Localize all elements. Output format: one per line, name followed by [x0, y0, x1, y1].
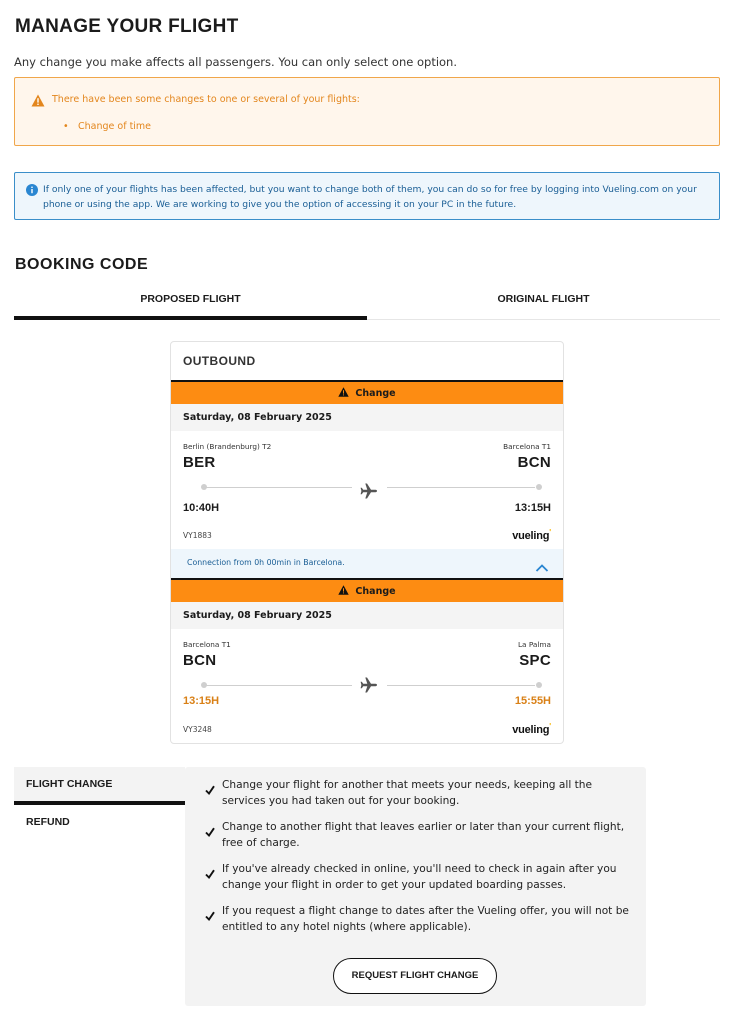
route-dot-end [536, 484, 542, 490]
route-line [204, 685, 352, 686]
vueling-logo: vueling' [512, 722, 551, 736]
request-flight-change-button[interactable]: REQUEST FLIGHT CHANGE [333, 958, 497, 994]
origin-code: BCN [183, 652, 217, 669]
arrival-time: 13:15H [514, 502, 551, 514]
connection-bar[interactable] [171, 549, 563, 579]
page-title: MANAGE YOUR FLIGHT [15, 16, 239, 37]
list-item-text: Change your flight for another that meets your needs, keeping all the services you had taken out for your booking. [222, 779, 593, 807]
tab-flight-change[interactable]: FLIGHT CHANGE [14, 767, 185, 805]
info-text: If only one of your flights has been affected, but you want to change both of them, you can do so for free by logging into Vueling.com on your phone or using the app. We are working to give you the option of accessing it on your PC in the future. [43, 184, 697, 210]
booking-code-title: BOOKING CODE [15, 256, 149, 273]
change-banner [171, 380, 563, 404]
chevron-up-icon[interactable] [535, 558, 549, 577]
origin-airport: Berlin (Brandenburg) T2 [183, 442, 272, 451]
departure-time: 13:15H [183, 695, 220, 707]
list-item-text: If you've already checked in online, you'll need to check in again after you change your flight in order to get your updated boarding passes. [222, 863, 617, 891]
check-icon [205, 822, 215, 841]
warning-bullet: • [63, 121, 69, 132]
flight-number: VY1883 [183, 531, 212, 540]
route-dot-end [536, 682, 542, 688]
route-line [204, 487, 352, 488]
change-label: Change [355, 586, 396, 597]
warning-box [14, 77, 720, 146]
flight-number: VY3248 [183, 725, 212, 734]
origin-code: BER [183, 454, 216, 471]
connection-text: Connection from 0h 00min in Barcelona. [187, 558, 345, 567]
flight-tabs [14, 284, 720, 320]
tab-refund[interactable]: REFUND [26, 816, 70, 828]
change-label: Change [355, 388, 396, 399]
tab-original-flight[interactable]: ORIGINAL FLIGHT [497, 293, 590, 305]
info-box [14, 172, 720, 220]
info-circle-icon [26, 181, 38, 200]
leg-date: Saturday, 08 February 2025 [171, 602, 563, 629]
warning-triangle-icon [31, 92, 45, 111]
origin-airport: Barcelona T1 [183, 640, 231, 649]
arrival-time: 15:55H [514, 695, 551, 707]
outbound-heading: OUTBOUND [183, 354, 256, 368]
route-line [387, 685, 535, 686]
destination-code: SPC [519, 652, 551, 669]
departure-time: 10:40H [183, 502, 220, 514]
destination-code: BCN [517, 454, 551, 471]
check-icon [205, 780, 215, 799]
check-icon [205, 864, 215, 883]
change-banner [171, 578, 563, 602]
warning-item: Change of time [78, 121, 152, 132]
warning-text: There have been some changes to one or several of your flights: [52, 94, 360, 105]
plane-icon [360, 483, 378, 503]
destination-airport: Barcelona T1 [503, 442, 551, 451]
leg-date: Saturday, 08 February 2025 [171, 404, 563, 431]
plane-icon [360, 677, 378, 697]
check-icon [205, 906, 215, 925]
vueling-logo: vueling' [512, 528, 551, 542]
destination-airport: La Palma [517, 640, 551, 649]
list-item-text: If you request a flight change to dates after the Vueling offer, you will not be entitled to any hotel nights (where applicable). [222, 905, 629, 933]
list-item-text: Change to another flight that leaves earlier or later than your current flight, free of charge. [222, 821, 625, 849]
route-line [387, 487, 535, 488]
flight-card [170, 341, 564, 744]
intro-text: Any change you make affects all passengers. You can only select one option. [14, 55, 457, 69]
tab-proposed-flight[interactable]: PROPOSED FLIGHT [14, 284, 367, 320]
